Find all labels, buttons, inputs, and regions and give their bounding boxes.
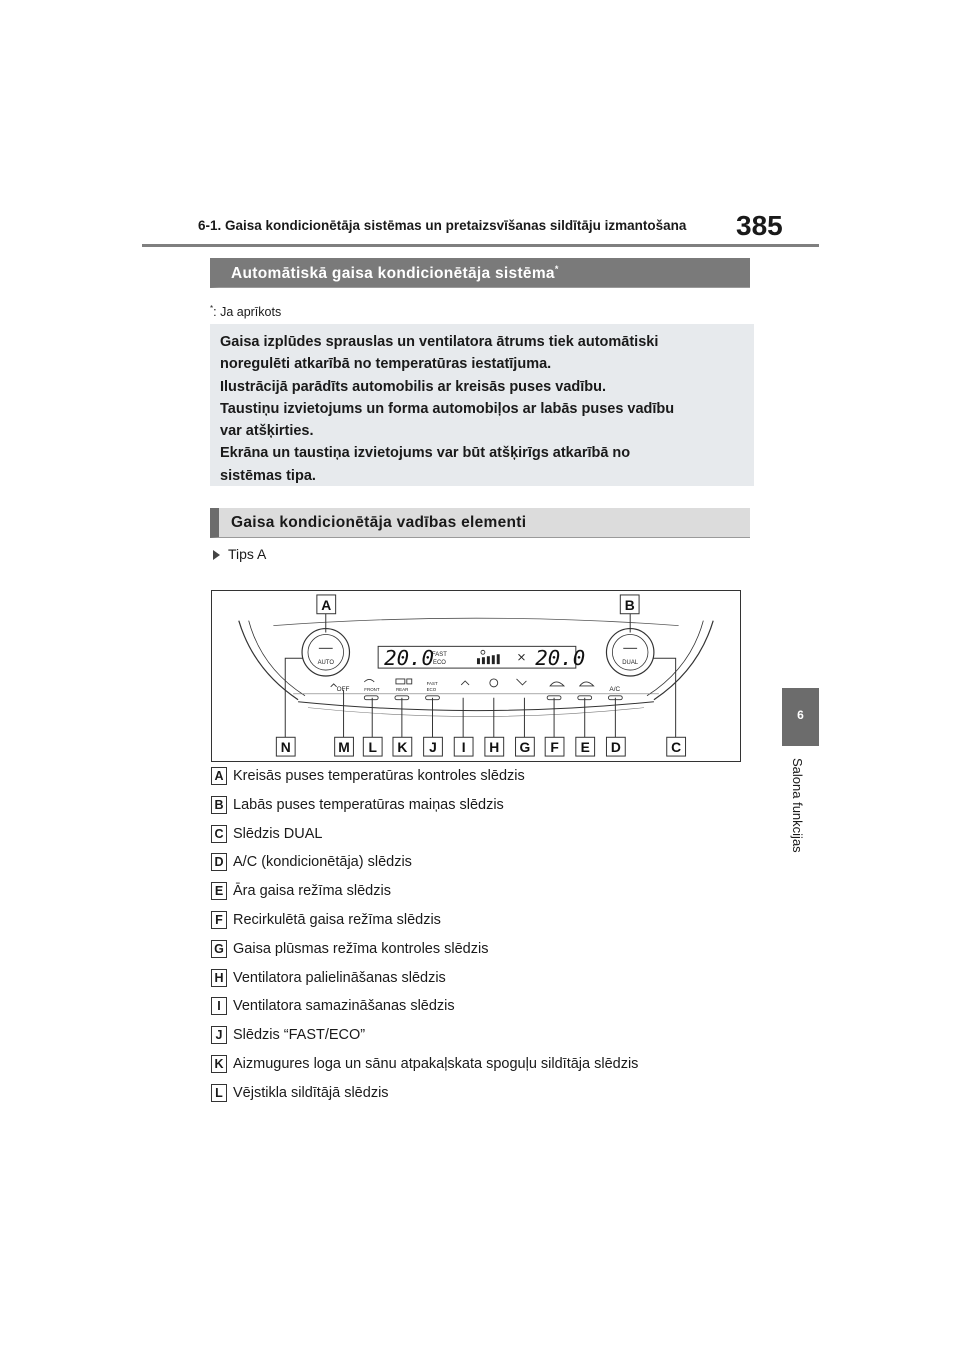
- legend-item: [211, 940, 751, 960]
- callout-g: G: [519, 739, 531, 756]
- legend-item: [211, 997, 751, 1017]
- mirror-heater-icon: [407, 679, 412, 684]
- display-left-temp: 20.0: [384, 646, 435, 671]
- button-front-label: FRONT: [364, 686, 380, 692]
- legend-item: [211, 911, 751, 931]
- airflow-icon: [519, 654, 525, 660]
- legend-key: E: [211, 882, 227, 900]
- chapter-number: 6: [797, 708, 804, 722]
- legend-key: G: [211, 940, 227, 958]
- knob-auto-label: AUTO: [317, 660, 334, 667]
- section-title-bar: [210, 508, 750, 538]
- button-icons: [331, 679, 594, 687]
- footnote: *: Ja aprīkots: [210, 304, 282, 320]
- rear-defrost-icon: [396, 679, 405, 684]
- display-mode-eco: ECO: [433, 660, 446, 667]
- legend-text: Ventilatora palielināšanas slēdzis: [233, 970, 446, 986]
- legend-item: [211, 969, 751, 989]
- header-rule: [142, 244, 819, 247]
- legend-key: B: [211, 796, 227, 814]
- legend-key: K: [211, 1055, 227, 1073]
- display-right-temp: 20.0: [535, 646, 586, 671]
- right-temperature-knob: [606, 629, 653, 676]
- callout-a: [317, 595, 336, 633]
- page-number: 385: [736, 210, 783, 241]
- legend-item: [211, 825, 751, 845]
- legend-item: [211, 1084, 751, 1104]
- section-title: Gaisa kondicionētāja vadības elementi: [231, 514, 527, 531]
- callout-n: N: [280, 739, 291, 756]
- legend-key: J: [211, 1026, 227, 1044]
- legend-item: [211, 882, 751, 902]
- legend-text: A/C (kondicionētāja) slēdzis: [233, 854, 412, 870]
- outside-air-icon: [580, 682, 594, 686]
- section-header: 6-1. Gaisa kondicionētāja sistēmas un pretaizsvīšanas sildītāju izmantošana: [198, 218, 687, 233]
- callout-i: I: [461, 739, 466, 756]
- arrow-right-icon: [213, 550, 220, 560]
- legend-item: [211, 767, 751, 787]
- callout-j: J: [429, 739, 437, 756]
- section-title-bar: [210, 258, 750, 288]
- display-mode-fast: FAST: [432, 652, 447, 659]
- legend-key: C: [211, 825, 227, 843]
- panel-buttons: [293, 694, 659, 700]
- callout-h: H: [489, 739, 500, 756]
- recirculate-icon: [550, 682, 564, 686]
- info-line: Ekrāna un taustiņa izvietojums var būt atšķirīgs atkarībā no: [220, 445, 631, 462]
- callout-m: M: [338, 739, 350, 756]
- button-eco-label: ECO: [426, 686, 437, 692]
- legend-key: I: [211, 997, 227, 1015]
- section-title: Automātiskā gaisa kondicionētāja sistēma*: [231, 264, 559, 283]
- button-fast-label: FAST: [426, 680, 438, 686]
- info-line: Ilustrācijā parādīts automobilis ar kreisās puses vadību.: [220, 378, 607, 395]
- tip-label: Tips A: [213, 546, 266, 562]
- legend-text: Labās puses temperatūras maiņas slēdzis: [233, 797, 504, 813]
- legend-key: H: [211, 969, 227, 987]
- callout-c: C: [671, 739, 682, 756]
- callout-f: F: [550, 739, 559, 756]
- legend-key: A: [211, 767, 227, 785]
- legend-item: [211, 796, 751, 816]
- legend-item: [211, 1055, 751, 1075]
- legend-text: Aizmugures loga un sānu atpakaļskata spoguļu sildītāja slēdzis: [233, 1056, 639, 1072]
- left-temperature-knob: [302, 629, 349, 676]
- info-line: Taustiņu izvietojums un forma automobiļos ar labās puses vadību: [220, 400, 675, 417]
- legend-text: Slēdzis “FAST/ECO”: [233, 1027, 366, 1043]
- info-line: sistēmas tipa.: [220, 467, 316, 484]
- info-line: var atšķirties.: [220, 423, 314, 440]
- panel-outline: [654, 621, 713, 700]
- button-off-label: OFF: [336, 685, 350, 693]
- legend-key: F: [211, 911, 227, 929]
- fan-large-icon: [490, 679, 498, 687]
- legend-text: Gaisa plūsmas režīma kontroles slēdzis: [233, 941, 489, 957]
- callout-b: [620, 595, 639, 633]
- callout-d: D: [610, 739, 621, 756]
- legend-text: Vējstikla sildītājā slēdzis: [233, 1085, 389, 1101]
- climate-panel-figure: [211, 590, 741, 762]
- legend-item: [211, 853, 751, 873]
- button-rear-label: REAR: [395, 686, 409, 692]
- footnote-mark: *: [554, 264, 559, 274]
- legend-key: D: [211, 853, 227, 871]
- legend-item: [211, 1026, 751, 1046]
- callout-k: K: [397, 739, 408, 756]
- fan-level-icon: [477, 650, 500, 664]
- svg-text:B: B: [624, 596, 635, 613]
- legend-text: Recirkulētā gaisa režīma slēdzis: [233, 912, 441, 928]
- knob-dual-label: DUAL: [622, 660, 639, 667]
- info-line: noregulēti atkarībā no temperatūras iestatījuma.: [220, 356, 552, 373]
- legend-text: Ventilatora samazināšanas slēdzis: [233, 998, 455, 1014]
- callout-e: E: [580, 739, 590, 756]
- info-box: [210, 324, 754, 486]
- panel-outline: [239, 621, 298, 700]
- svg-text:A: A: [321, 596, 332, 613]
- chapter-tab: [782, 688, 819, 746]
- legend-text: Āra gaisa režīma slēdzis: [233, 883, 391, 899]
- chapter-label: Salona funkcijas: [790, 758, 805, 853]
- button-ac-label: A/C: [609, 685, 621, 693]
- legend-text: Kreisās puses temperatūras kontroles slēdzis: [233, 768, 525, 784]
- legend-key: L: [211, 1084, 227, 1102]
- fan-small-icon: [461, 681, 469, 685]
- callout-l: L: [368, 739, 377, 756]
- callout-lines: [285, 658, 675, 737]
- airflow-mode-icon: [517, 679, 527, 685]
- legend-text: Slēdzis DUAL: [233, 826, 323, 842]
- climate-panel-illustration: [212, 591, 740, 761]
- front-defrost-icon: [364, 679, 374, 681]
- fan-off-icon: [331, 684, 337, 687]
- bottom-callouts: [276, 737, 685, 756]
- info-line: Gaisa izplūdes sprauslas un ventilatora ātrums tiek automātiski: [220, 334, 659, 350]
